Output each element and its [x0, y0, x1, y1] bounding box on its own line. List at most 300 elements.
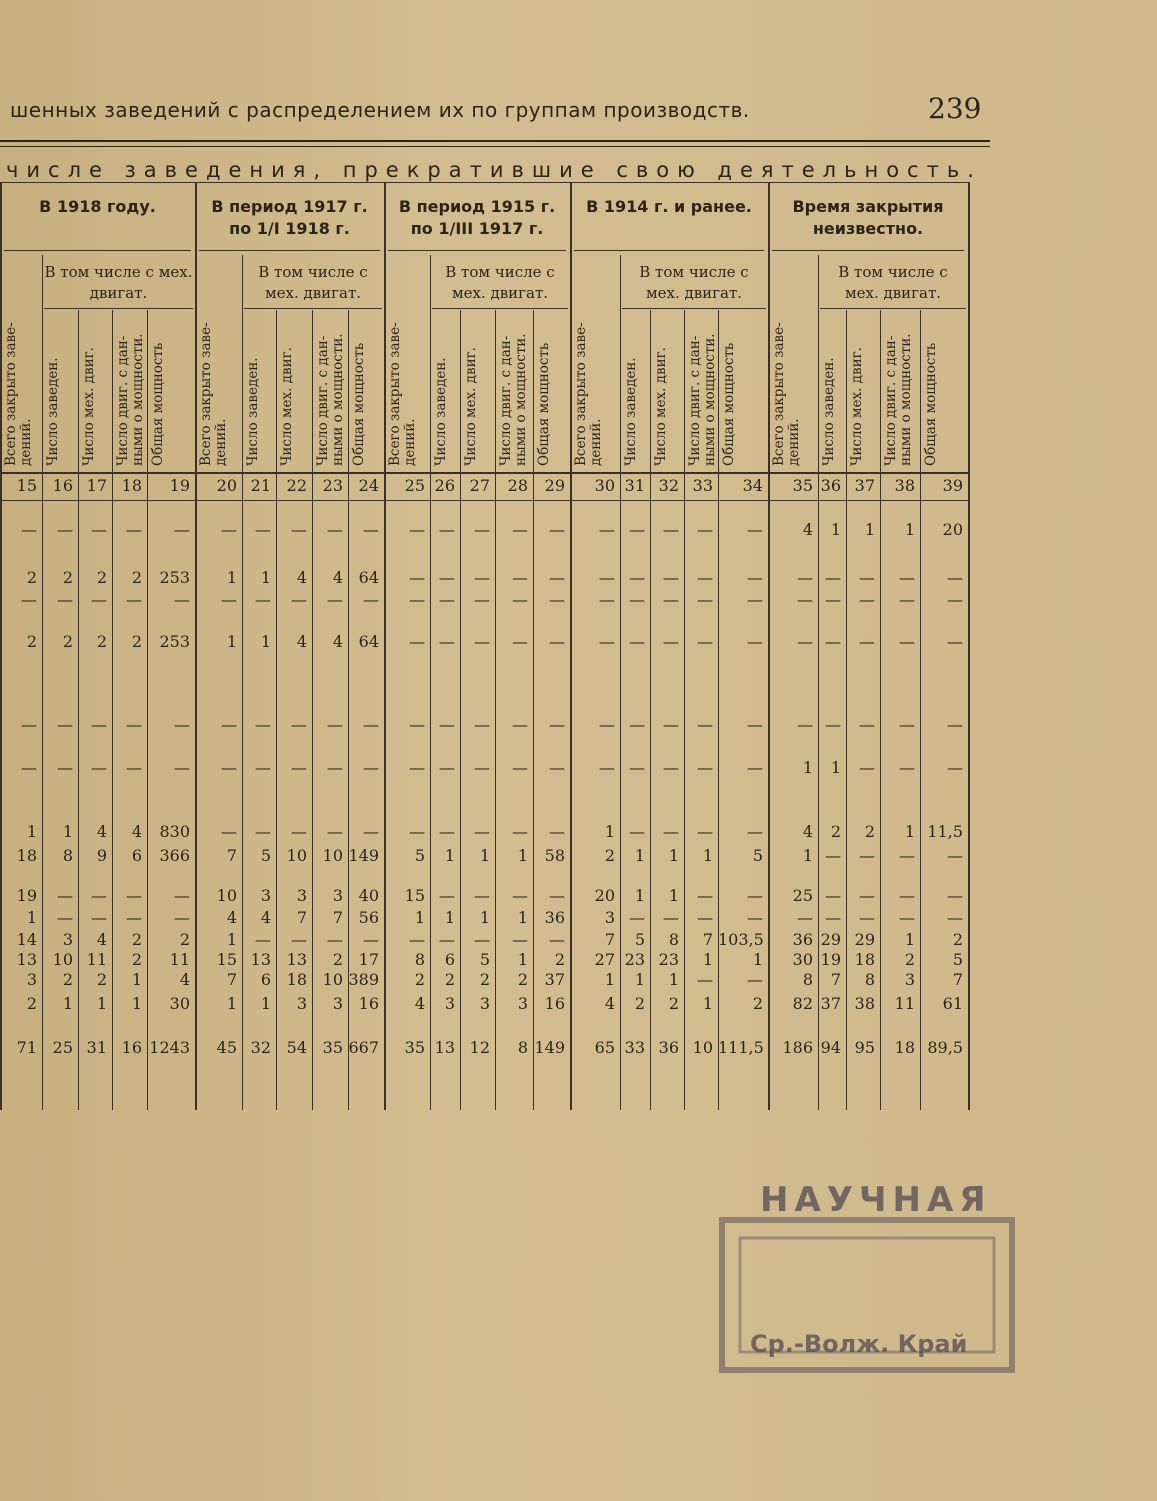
table-cell: —: [663, 520, 679, 539]
column-divider: [718, 310, 719, 1110]
table-cell: 5: [260, 846, 271, 865]
table-cell: 1: [517, 950, 528, 969]
column-number: 38: [894, 476, 915, 495]
column-number: 35: [792, 476, 813, 495]
table-cell: 1: [802, 846, 813, 865]
table-cell: 3: [296, 886, 307, 905]
table-cell: 11: [894, 994, 915, 1013]
column-number: 21: [250, 476, 271, 495]
table-cell: —: [899, 590, 915, 609]
table-cell: —: [255, 715, 271, 734]
table-cell: —: [947, 590, 963, 609]
table-cell: 23: [624, 950, 645, 969]
column-label-count: Число заведен.: [623, 357, 639, 466]
table-cell: —: [221, 715, 237, 734]
table-cell: —: [697, 632, 713, 651]
table-cell: 1: [517, 908, 528, 927]
table-cell: —: [899, 908, 915, 927]
table-cell: 15: [404, 886, 425, 905]
table-cell: 4: [96, 930, 107, 949]
table-cell: —: [439, 758, 455, 777]
table-cell: 1: [444, 846, 455, 865]
table-cell: 64: [358, 632, 379, 651]
subheader-underline: [244, 308, 382, 309]
table-cell: —: [663, 822, 679, 841]
table-cell: —: [174, 908, 190, 927]
table-cell: —: [512, 632, 528, 651]
table-cell: 2: [62, 568, 73, 587]
column-label-engines: Число мех. двиг.: [463, 347, 479, 466]
column-divider: [880, 310, 881, 1110]
column-number: 31: [624, 476, 645, 495]
table-cell: 4: [296, 632, 307, 651]
table-cell: 89,5: [927, 1038, 963, 1057]
table-cell: —: [57, 715, 73, 734]
table-cell: —: [599, 590, 615, 609]
table-cell: 38: [854, 994, 875, 1013]
table-cell: —: [21, 758, 37, 777]
table-cell: —: [409, 590, 425, 609]
table-cell: 2: [62, 970, 73, 989]
table-cell: —: [599, 632, 615, 651]
table-cell: 1: [668, 846, 679, 865]
table-cell: —: [327, 758, 343, 777]
table-cell: 1: [226, 632, 237, 651]
table-cell: —: [663, 758, 679, 777]
column-label-total: Всего закрыто заве- дений.: [573, 322, 604, 466]
table-cell: 4: [604, 994, 615, 1013]
table-cell: —: [825, 886, 841, 905]
table-cell: 6: [260, 970, 271, 989]
table-cell: —: [255, 520, 271, 539]
subheader-underline: [44, 308, 193, 309]
table-cell: —: [439, 822, 455, 841]
table-cell: 1: [479, 908, 490, 927]
subheader-mech-engines: В том числе с мех. двигат.: [838, 263, 948, 302]
table-cell: —: [859, 632, 875, 651]
table-cell: —: [291, 715, 307, 734]
table-cell: 1: [260, 568, 271, 587]
table-cell: —: [747, 758, 763, 777]
table-cell: —: [363, 758, 379, 777]
table-cell: —: [629, 758, 645, 777]
table-cell: 71: [16, 1038, 37, 1057]
table-cell: 8: [517, 1038, 528, 1057]
table-cell: —: [629, 822, 645, 841]
table-cell: —: [512, 758, 528, 777]
table-cell: —: [409, 632, 425, 651]
table-cell: 7: [332, 908, 343, 927]
table-cell: —: [549, 822, 565, 841]
table-cell: —: [439, 886, 455, 905]
table-cell: —: [363, 590, 379, 609]
table-cell: 2: [179, 930, 190, 949]
table-cell: —: [549, 590, 565, 609]
column-number: 23: [322, 476, 343, 495]
table-cell: —: [697, 908, 713, 927]
table-cell: 11: [86, 950, 107, 969]
table-cell: 1: [634, 846, 645, 865]
table-cell: —: [825, 568, 841, 587]
table-cell: 1: [830, 758, 841, 777]
table-cell: 1: [604, 970, 615, 989]
table-cell: —: [947, 846, 963, 865]
table-cell: 2: [96, 632, 107, 651]
table-cell: 3: [332, 886, 343, 905]
table-cell: 20: [942, 520, 963, 539]
table-subtitle: числе заведения, прекратившие свою деятельность.: [6, 158, 982, 182]
table-cell: —: [57, 908, 73, 927]
table-cell: —: [512, 822, 528, 841]
table-cell: —: [126, 715, 142, 734]
table-cell: 1: [96, 994, 107, 1013]
table-cell: —: [797, 568, 813, 587]
table-cell: —: [549, 632, 565, 651]
column-label-engines: Число мех. двиг.: [653, 347, 669, 466]
table-cell: 6: [131, 846, 142, 865]
table-cell: 2: [517, 970, 528, 989]
table-cell: 4: [802, 822, 813, 841]
table-cell: —: [409, 758, 425, 777]
period-underline: [199, 250, 380, 251]
column-number: 32: [658, 476, 679, 495]
table-cell: 1: [260, 632, 271, 651]
table-cell: 13: [16, 950, 37, 969]
table-cell: —: [825, 632, 841, 651]
table-cell: 389: [348, 970, 379, 989]
table-cell: 1: [864, 520, 875, 539]
table-cell: —: [474, 520, 490, 539]
period-header-4: В 1914 г. и ранее.: [586, 197, 752, 216]
table-cell: 19: [16, 886, 37, 905]
table-cell: —: [629, 520, 645, 539]
period-underline: [4, 250, 191, 251]
table-cell: —: [327, 590, 343, 609]
column-number: 26: [434, 476, 455, 495]
table-cell: —: [291, 822, 307, 841]
table-cell: 1: [260, 994, 271, 1013]
table-cell: 2: [414, 970, 425, 989]
table-cell: —: [859, 715, 875, 734]
table-cell: 3: [904, 970, 915, 989]
column-label-power: Общая мощность: [536, 342, 552, 466]
table-cell: —: [409, 930, 425, 949]
table-cell: 1: [131, 970, 142, 989]
table-cell: —: [899, 886, 915, 905]
table-cell: 3: [62, 930, 73, 949]
table-cell: —: [859, 908, 875, 927]
table-cell: 15: [216, 950, 237, 969]
table-cell: —: [512, 520, 528, 539]
subheader-mech-engines: В том числе с мех. двигат.: [445, 263, 555, 302]
table-cell: —: [126, 590, 142, 609]
table-cell: 1: [26, 908, 37, 927]
period-header-1: В 1918 году.: [39, 197, 156, 216]
table-cell: 13: [250, 950, 271, 969]
table-cell: 18: [286, 970, 307, 989]
table-cell: —: [899, 758, 915, 777]
subheader-underline: [820, 308, 966, 309]
table-cell: 54: [286, 1038, 307, 1057]
table-cell: —: [57, 590, 73, 609]
header-rule-thin: [0, 146, 990, 147]
table-cell: —: [512, 715, 528, 734]
table-cell: —: [747, 520, 763, 539]
table-cell: —: [363, 715, 379, 734]
table-cell: 56: [358, 908, 379, 927]
period-header-5: Время закрытия неизвестно.: [792, 197, 944, 238]
table-cell: —: [549, 930, 565, 949]
table-cell: 2: [479, 970, 490, 989]
column-number: 22: [286, 476, 307, 495]
table-cell: 2: [830, 822, 841, 841]
period-header-3: В период 1915 г. по 1/III 1917 г.: [398, 197, 556, 238]
table-cell: —: [599, 520, 615, 539]
column-divider: [495, 310, 496, 1110]
table-cell: —: [126, 886, 142, 905]
table-cell: —: [255, 590, 271, 609]
table-cell: 35: [404, 1038, 425, 1057]
table-cell: —: [363, 520, 379, 539]
table-cell: —: [21, 590, 37, 609]
period-underline: [388, 250, 566, 251]
table-cell: —: [549, 568, 565, 587]
table-cell: —: [291, 520, 307, 539]
table-cell: —: [947, 758, 963, 777]
table-cell: —: [512, 590, 528, 609]
table-top-line: [0, 182, 968, 183]
table-cell: 2: [131, 950, 142, 969]
table-cell: 11: [169, 950, 190, 969]
group-divider: [968, 182, 970, 1110]
table-cell: 95: [854, 1038, 875, 1057]
table-cell: —: [599, 758, 615, 777]
table-cell: —: [549, 886, 565, 905]
column-label-engines: Число мех. двиг.: [849, 347, 865, 466]
table-cell: 4: [296, 568, 307, 587]
table-cell: 13: [286, 950, 307, 969]
table-cell: —: [474, 568, 490, 587]
column-number: 15: [16, 476, 37, 495]
column-divider: [112, 310, 113, 1110]
column-label-with_power: Число двиг. с дан- ными о мощности.: [498, 333, 529, 466]
page-number: 239: [928, 92, 982, 125]
table-cell: 2: [864, 822, 875, 841]
table-cell: 253: [159, 568, 190, 587]
table-cell: 1: [604, 822, 615, 841]
table-cell: —: [57, 520, 73, 539]
table-cell: —: [629, 590, 645, 609]
column-number: 24: [358, 476, 379, 495]
table-cell: 18: [16, 846, 37, 865]
table-cell: —: [947, 886, 963, 905]
table-cell: 16: [544, 994, 565, 1013]
column-label-total: Всего закрыто заве- дений.: [198, 322, 229, 466]
table-cell: 7: [702, 930, 713, 949]
table-cell: —: [663, 908, 679, 927]
period-header-2: В период 1917 г. по 1/I 1918 г.: [211, 197, 368, 238]
table-cell: 5: [634, 930, 645, 949]
table-cell: —: [697, 568, 713, 587]
table-cell: 2: [904, 950, 915, 969]
column-number: 37: [854, 476, 875, 495]
table-cell: —: [409, 520, 425, 539]
table-cell: —: [663, 632, 679, 651]
table-cell: 4: [179, 970, 190, 989]
table-cell: 4: [131, 822, 142, 841]
period-underline: [772, 250, 964, 251]
table-cell: 1: [904, 930, 915, 949]
table-cell: 35: [322, 1038, 343, 1057]
table-cell: 37: [544, 970, 565, 989]
table-cell: 2: [131, 930, 142, 949]
table-cell: —: [512, 930, 528, 949]
column-divider: [348, 310, 349, 1110]
table-cell: —: [474, 886, 490, 905]
table-cell: 667: [348, 1038, 379, 1057]
table-cell: 23: [658, 950, 679, 969]
table-cell: 3: [332, 994, 343, 1013]
table-cell: 111,5: [718, 1038, 764, 1057]
column-label-power: Общая мощность: [923, 342, 939, 466]
table-cell: 2: [62, 632, 73, 651]
table-cell: —: [221, 822, 237, 841]
table-cell: 1: [444, 908, 455, 927]
table-cell: 82: [792, 994, 813, 1013]
table-cell: 16: [121, 1038, 142, 1057]
table-cell: —: [899, 568, 915, 587]
table-cell: —: [91, 590, 107, 609]
table-cell: —: [797, 632, 813, 651]
table-cell: 13: [434, 1038, 455, 1057]
table-cell: 2: [26, 632, 37, 651]
table-cell: 29: [854, 930, 875, 949]
table-cell: —: [291, 930, 307, 949]
table-cell: 7: [226, 846, 237, 865]
column-divider: [276, 310, 277, 1110]
table-cell: 64: [358, 568, 379, 587]
table-cell: —: [91, 715, 107, 734]
table-cell: 1: [62, 822, 73, 841]
table-cell: —: [439, 590, 455, 609]
table-cell: —: [91, 886, 107, 905]
table-cell: 30: [169, 994, 190, 1013]
table-cell: —: [899, 846, 915, 865]
table-cell: —: [797, 590, 813, 609]
table-cell: 12: [469, 1038, 490, 1057]
table-cell: —: [947, 632, 963, 651]
column-divider: [312, 310, 313, 1110]
table-cell: —: [174, 886, 190, 905]
table-cell: —: [21, 520, 37, 539]
table-cell: 20: [594, 886, 615, 905]
stamp-line-2: Ср.-Волж. Край: [750, 1330, 968, 1358]
table-cell: —: [697, 715, 713, 734]
column-divider: [78, 310, 79, 1110]
table-cell: —: [174, 715, 190, 734]
table-cell: 6: [444, 950, 455, 969]
table-cell: 2: [131, 632, 142, 651]
table-cell: 8: [802, 970, 813, 989]
table-cell: 2: [752, 994, 763, 1013]
table-cell: 3: [26, 970, 37, 989]
column-number: 25: [404, 476, 425, 495]
column-label-with_power: Число двиг. с дан- ными о мощности.: [115, 333, 146, 466]
table-cell: 2: [96, 568, 107, 587]
table-cell: —: [91, 758, 107, 777]
table-cell: —: [697, 970, 713, 989]
table-cell: 33: [624, 1038, 645, 1057]
column-label-with_power: Число двиг. с дан- ными о мощности.: [315, 333, 346, 466]
table-cell: 36: [658, 1038, 679, 1057]
table-cell: 8: [864, 970, 875, 989]
table-cell: 61: [942, 994, 963, 1013]
table-cell: —: [697, 758, 713, 777]
page-header-title: шенных заведений с распределением их по группам производств.: [10, 98, 750, 122]
table-cell: 1: [479, 846, 490, 865]
table-cell: 14: [16, 930, 37, 949]
table-cell: 1: [802, 758, 813, 777]
table-cell: 8: [414, 950, 425, 969]
table-cell: 4: [802, 520, 813, 539]
table-cell: 8: [668, 930, 679, 949]
column-label-count: Число заведен.: [433, 357, 449, 466]
table-cell: 5: [479, 950, 490, 969]
header-rule: [0, 140, 990, 142]
table-cell: —: [825, 715, 841, 734]
table-cell: 1: [226, 568, 237, 587]
table-cell: —: [825, 846, 841, 865]
table-cell: 186: [782, 1038, 813, 1057]
table-cell: 366: [159, 846, 190, 865]
table-cell: —: [747, 715, 763, 734]
table-cell: 7: [296, 908, 307, 927]
table-cell: 1: [131, 994, 142, 1013]
table-cell: —: [747, 632, 763, 651]
table-cell: —: [57, 886, 73, 905]
table-cell: —: [947, 908, 963, 927]
table-cell: —: [439, 715, 455, 734]
column-divider: [147, 310, 148, 1110]
table-cell: —: [439, 930, 455, 949]
column-number: 20: [216, 476, 237, 495]
table-cell: 94: [820, 1038, 841, 1057]
subheader-mech-engines: В том числе с мех. двигат.: [639, 263, 749, 302]
table-cell: —: [255, 930, 271, 949]
column-number: 30: [594, 476, 615, 495]
column-number: 16: [52, 476, 73, 495]
table-cell: 2: [554, 950, 565, 969]
table-cell: 1: [702, 950, 713, 969]
table-cell: —: [174, 590, 190, 609]
table-cell: —: [859, 886, 875, 905]
table-cell: —: [21, 715, 37, 734]
table-cell: 29: [820, 930, 841, 949]
column-number: 33: [692, 476, 713, 495]
table-cell: —: [947, 715, 963, 734]
table-cell: 3: [517, 994, 528, 1013]
column-label-with_power: Число двиг. с дан- ными о мощности.: [883, 333, 914, 466]
table-cell: 103,5: [718, 930, 764, 949]
table-cell: —: [57, 758, 73, 777]
table-cell: —: [255, 822, 271, 841]
table-cell: —: [126, 520, 142, 539]
column-label-power: Общая мощность: [150, 342, 166, 466]
column-number: 27: [469, 476, 490, 495]
column-divider: [684, 310, 685, 1110]
table-cell: —: [663, 568, 679, 587]
column-label-power: Общая мощность: [721, 342, 737, 466]
